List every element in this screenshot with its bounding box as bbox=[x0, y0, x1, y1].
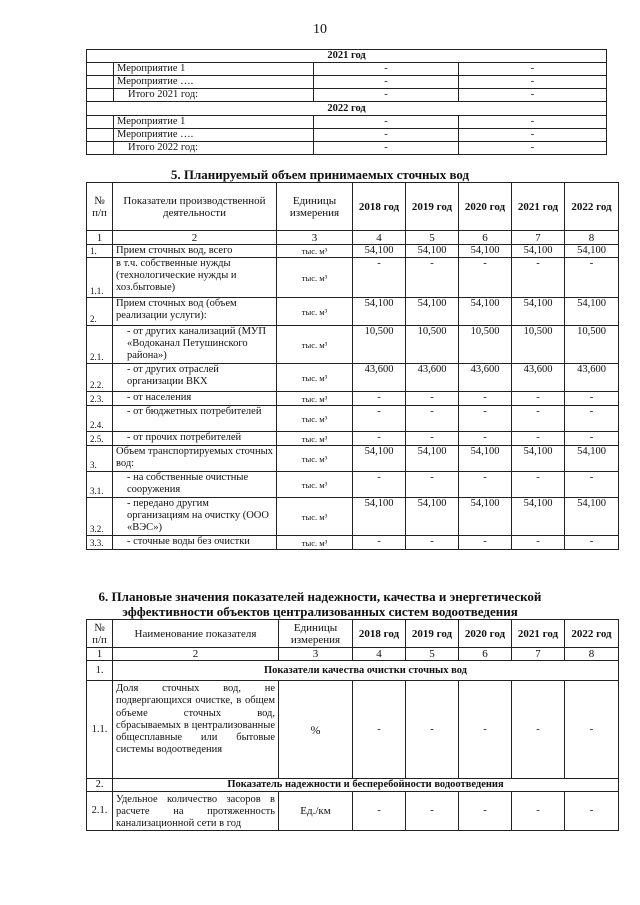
header-cell: Показатели производственной деятельности bbox=[113, 183, 277, 231]
row-number: 1. bbox=[87, 245, 113, 258]
value-cell: - bbox=[459, 472, 512, 498]
indicator-label: Доля сточных вод, не подвергающихся очистке, в общем объеме сточных вод, сбрасываемых в централизованные общесплавные или бытовые системы водоотведения bbox=[113, 681, 279, 779]
value-cell: 43,600 bbox=[353, 364, 406, 392]
header-cell: Наименование показателя bbox=[113, 620, 279, 648]
group-title: Показатели качества очистки сточных вод bbox=[113, 661, 619, 681]
measure-label: Мероприятие 1 bbox=[114, 116, 314, 129]
measure-value: - bbox=[459, 142, 607, 155]
value-cell: - bbox=[459, 681, 512, 779]
header-cell: 2019 год bbox=[406, 183, 459, 231]
unit-cell: тыс. м³ bbox=[277, 498, 353, 536]
header-cell: Единицы измерения bbox=[279, 620, 353, 648]
column-number: 5 bbox=[406, 231, 459, 245]
value-cell: - bbox=[565, 406, 619, 432]
row-number: 1.1. bbox=[87, 258, 113, 298]
value-cell: - bbox=[459, 258, 512, 298]
header-cell: 2018 год bbox=[353, 620, 406, 648]
header-cell: 2021 год bbox=[512, 183, 565, 231]
value-cell: - bbox=[353, 792, 406, 831]
row-number: 3.1. bbox=[87, 472, 113, 498]
column-number: 6 bbox=[459, 231, 512, 245]
section5-title: 5. Планируемый объем принимаемых сточных вод bbox=[170, 167, 470, 182]
value-cell: - bbox=[565, 536, 619, 550]
value-cell: - bbox=[353, 536, 406, 550]
year-header-2021: 2021 год bbox=[87, 50, 607, 63]
indicator-label: - на собственные очистные сооружения bbox=[113, 472, 277, 498]
value-cell: - bbox=[406, 258, 459, 298]
value-cell: 43,600 bbox=[565, 364, 619, 392]
row-number: 2.1. bbox=[87, 326, 113, 364]
column-number: 6 bbox=[459, 648, 512, 661]
measure-label: Мероприятие …. bbox=[114, 129, 314, 142]
row-number: 2.5. bbox=[87, 432, 113, 446]
column-number: 2 bbox=[113, 648, 279, 661]
value-cell: - bbox=[353, 406, 406, 432]
table-row bbox=[87, 498, 619, 536]
value-cell: - bbox=[406, 536, 459, 550]
value-cell: 54,100 bbox=[406, 498, 459, 536]
value-cell: 10,500 bbox=[353, 326, 406, 364]
table-row bbox=[87, 536, 619, 550]
table-row bbox=[87, 298, 619, 326]
value-cell: - bbox=[565, 258, 619, 298]
value-cell: 43,600 bbox=[459, 364, 512, 392]
value-cell: 54,100 bbox=[512, 245, 565, 258]
value-cell: - bbox=[512, 432, 565, 446]
measure-label: Мероприятие …. bbox=[114, 76, 314, 89]
unit-cell: тыс. м³ bbox=[277, 446, 353, 472]
indicator-label: - сточные воды без очистки bbox=[113, 536, 277, 550]
value-cell: - bbox=[512, 258, 565, 298]
value-cell: 54,100 bbox=[353, 298, 406, 326]
table-row bbox=[87, 326, 619, 364]
value-cell: 54,100 bbox=[406, 298, 459, 326]
unit-cell: тыс. м³ bbox=[277, 536, 353, 550]
unit-cell: % bbox=[279, 681, 353, 779]
value-cell: 54,100 bbox=[459, 298, 512, 326]
section6-title-line1: 6. Плановые значения показателей надежности, качества и энергетической bbox=[98, 589, 542, 604]
header-cell: 2019 год bbox=[406, 620, 459, 648]
value-cell: 10,500 bbox=[406, 326, 459, 364]
row-number: 3. bbox=[87, 446, 113, 472]
measure-value: - bbox=[314, 76, 459, 89]
indicator-label: - от других отраслей организации ВКХ bbox=[113, 364, 277, 392]
value-cell: 54,100 bbox=[353, 446, 406, 472]
indicator-label: Удельное количество засоров в расчете на протяженность канализационной сети в год bbox=[113, 792, 279, 831]
measure-value: - bbox=[459, 129, 607, 142]
row-number: 2.2. bbox=[87, 364, 113, 392]
group-number: 1. bbox=[87, 661, 113, 681]
value-cell: 43,600 bbox=[512, 364, 565, 392]
value-cell: - bbox=[459, 432, 512, 446]
value-cell: 54,100 bbox=[406, 446, 459, 472]
value-cell: 54,100 bbox=[512, 298, 565, 326]
value-cell: - bbox=[565, 392, 619, 406]
value-cell: - bbox=[565, 432, 619, 446]
table-row bbox=[87, 406, 619, 432]
page-number: 10 bbox=[313, 22, 327, 37]
value-cell: 10,500 bbox=[565, 326, 619, 364]
reliability-indicators-table bbox=[86, 619, 619, 831]
indicator-label: Объем транспортируемых сточных вод: bbox=[113, 446, 277, 472]
indicator-label: - от других канализаций (МУП «Водоканал Петушинского района») bbox=[113, 326, 277, 364]
value-cell: - bbox=[565, 681, 619, 779]
measure-value: - bbox=[459, 116, 607, 129]
measure-value: - bbox=[459, 89, 607, 102]
indicator-label: - от населения bbox=[113, 392, 277, 406]
unit-cell: тыс. м³ bbox=[277, 472, 353, 498]
group-number: 2. bbox=[87, 779, 113, 792]
row-number: 2.1. bbox=[87, 792, 113, 831]
value-cell: - bbox=[459, 536, 512, 550]
column-number: 3 bbox=[277, 231, 353, 245]
header-cell: 2020 год bbox=[459, 620, 512, 648]
value-cell: - bbox=[512, 392, 565, 406]
row-number: 1.1. bbox=[87, 681, 113, 779]
value-cell: 54,100 bbox=[353, 245, 406, 258]
measure-value: - bbox=[459, 76, 607, 89]
unit-cell: тыс. м³ bbox=[277, 432, 353, 446]
column-number: 8 bbox=[565, 648, 619, 661]
header-cell: № п/п bbox=[87, 183, 113, 231]
table-row bbox=[87, 432, 619, 446]
indicator-label: Прием сточных вод (объем реализации услуги): bbox=[113, 298, 277, 326]
row-number: 3.3. bbox=[87, 536, 113, 550]
unit-cell: тыс. м³ bbox=[277, 245, 353, 258]
unit-cell: тыс. м³ bbox=[277, 406, 353, 432]
measure-label: Мероприятие 1 bbox=[114, 63, 314, 76]
value-cell: - bbox=[512, 472, 565, 498]
indicator-label: в т.ч. собственные нужды (технологические нужды и хоз.бытовые) bbox=[113, 258, 277, 298]
measure-value: - bbox=[459, 63, 607, 76]
indicator-label: Прием сточных вод, всего bbox=[113, 245, 277, 258]
table-row bbox=[87, 245, 619, 258]
value-cell: 10,500 bbox=[512, 326, 565, 364]
measure-total-label: Итого 2021 год: bbox=[114, 89, 314, 102]
value-cell: 54,100 bbox=[512, 498, 565, 536]
column-number: 2 bbox=[113, 231, 277, 245]
value-cell: - bbox=[406, 681, 459, 779]
value-cell: - bbox=[512, 792, 565, 831]
value-cell: - bbox=[459, 392, 512, 406]
value-cell: - bbox=[459, 792, 512, 831]
value-cell: - bbox=[565, 472, 619, 498]
header-cell: 2021 год bbox=[512, 620, 565, 648]
row-number: 2. bbox=[87, 298, 113, 326]
value-cell: - bbox=[406, 472, 459, 498]
table-row bbox=[87, 472, 619, 498]
value-cell: 54,100 bbox=[565, 498, 619, 536]
value-cell: - bbox=[459, 406, 512, 432]
value-cell: 54,100 bbox=[512, 446, 565, 472]
unit-cell: тыс. м³ bbox=[277, 298, 353, 326]
column-number: 7 bbox=[512, 231, 565, 245]
value-cell: - bbox=[353, 472, 406, 498]
header-cell: № п/п bbox=[87, 620, 113, 648]
value-cell: 54,100 bbox=[406, 245, 459, 258]
measure-value: - bbox=[314, 63, 459, 76]
row-number: 2.4. bbox=[87, 406, 113, 432]
header-cell: 2022 год bbox=[565, 620, 619, 648]
value-cell: 54,100 bbox=[459, 498, 512, 536]
value-cell: - bbox=[353, 258, 406, 298]
unit-cell: Ед./км bbox=[279, 792, 353, 831]
value-cell: - bbox=[512, 406, 565, 432]
value-cell: 43,600 bbox=[406, 364, 459, 392]
value-cell: - bbox=[406, 792, 459, 831]
column-number: 5 bbox=[406, 648, 459, 661]
table-row bbox=[87, 364, 619, 392]
unit-cell: тыс. м³ bbox=[277, 326, 353, 364]
indicator-label: - от прочих потребителей bbox=[113, 432, 277, 446]
header-cell: Единицы измерения bbox=[277, 183, 353, 231]
header-cell: 2018 год bbox=[353, 183, 406, 231]
measure-value: - bbox=[314, 89, 459, 102]
unit-cell: тыс. м³ bbox=[277, 258, 353, 298]
column-number: 4 bbox=[353, 231, 406, 245]
value-cell: 10,500 bbox=[459, 326, 512, 364]
unit-cell: тыс. м³ bbox=[277, 364, 353, 392]
wastewater-volume-table bbox=[86, 182, 619, 550]
value-cell: 54,100 bbox=[565, 245, 619, 258]
row-number: 2.3. bbox=[87, 392, 113, 406]
column-number: 8 bbox=[565, 231, 619, 245]
table-row bbox=[87, 446, 619, 472]
measure-value: - bbox=[314, 116, 459, 129]
column-number: 1 bbox=[87, 231, 113, 245]
value-cell: - bbox=[406, 392, 459, 406]
value-cell: - bbox=[353, 432, 406, 446]
value-cell: - bbox=[512, 681, 565, 779]
column-number: 7 bbox=[512, 648, 565, 661]
measure-value: - bbox=[314, 142, 459, 155]
value-cell: - bbox=[512, 536, 565, 550]
indicator-label: - передано другим организациям на очистку (ООО «ВЭС») bbox=[113, 498, 277, 536]
row-number: 3.2. bbox=[87, 498, 113, 536]
value-cell: - bbox=[353, 392, 406, 406]
indicator-label: - от бюджетных потребителей bbox=[113, 406, 277, 432]
value-cell: 54,100 bbox=[353, 498, 406, 536]
value-cell: 54,100 bbox=[459, 446, 512, 472]
value-cell: - bbox=[406, 406, 459, 432]
column-number: 4 bbox=[353, 648, 406, 661]
table-row bbox=[87, 258, 619, 298]
table-row bbox=[87, 392, 619, 406]
group-title: Показатель надежности и бесперебойности водоотведения bbox=[113, 779, 619, 792]
measure-value: - bbox=[314, 129, 459, 142]
value-cell: - bbox=[406, 432, 459, 446]
header-cell: 2022 год bbox=[565, 183, 619, 231]
section6-title-line2: эффективности объектов централизованных систем водоотведения bbox=[122, 604, 518, 619]
value-cell: - bbox=[353, 681, 406, 779]
measure-total-label: Итого 2022 год: bbox=[114, 142, 314, 155]
year-header-2022: 2022 год bbox=[87, 102, 607, 116]
header-cell: 2020 год bbox=[459, 183, 512, 231]
value-cell: - bbox=[565, 792, 619, 831]
column-number: 1 bbox=[87, 648, 113, 661]
unit-cell: тыс. м³ bbox=[277, 392, 353, 406]
column-number: 3 bbox=[279, 648, 353, 661]
value-cell: 54,100 bbox=[459, 245, 512, 258]
value-cell: 54,100 bbox=[565, 298, 619, 326]
value-cell: 54,100 bbox=[565, 446, 619, 472]
measures-table bbox=[86, 49, 607, 155]
